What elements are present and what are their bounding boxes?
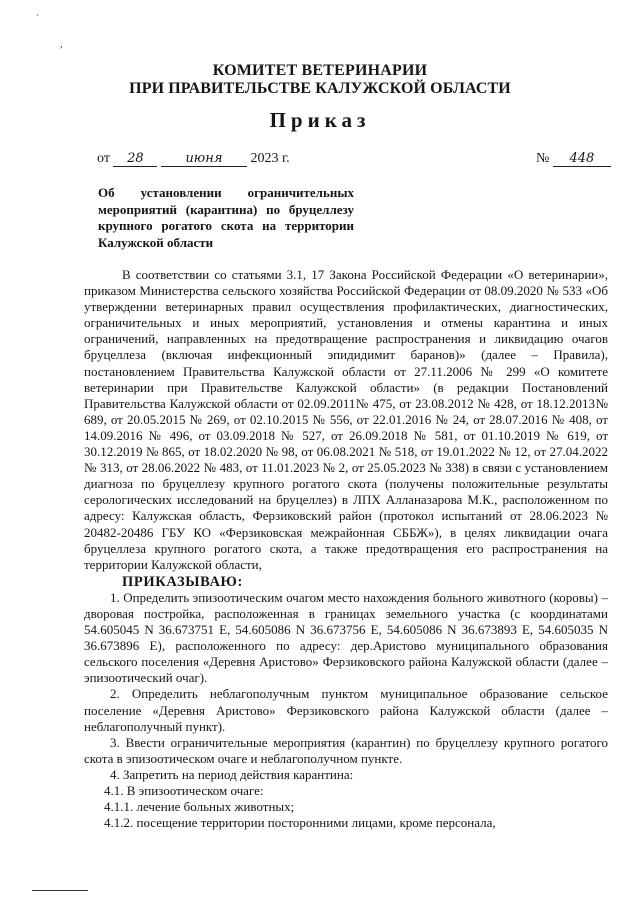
order-subitem: 4.1. В эпизоотическом очаге:	[104, 783, 264, 798]
committee-subtitle: ПРИ ПРАВИТЕЛЬСТВЕ КАЛУЖСКОЙ ОБЛАСТИ	[129, 80, 511, 97]
order-title: Приказ	[269, 108, 371, 132]
order-subitem: 4.1.1. лечение больных животных;	[104, 799, 295, 815]
date-prefix: от	[97, 151, 110, 166]
order-item: 3. Ввести ограничительные мероприятия (карантин) по бруцеллезу крупного рогатого скота в эпизоотическом очаге и неблагополучном пункте.	[84, 734, 608, 766]
date-day: 28	[113, 151, 157, 167]
order-subject: Об установлении ограничительных мероприятий (карантина) по бруцеллезу крупного рогатого скота на территории Калужской области	[98, 185, 354, 250]
prikazyvayu-heading: ПРИКАЗЫВАЮ:	[122, 573, 243, 590]
number-sign: №	[536, 151, 550, 166]
order-date	[97, 151, 290, 167]
scan-mark: `	[36, 14, 40, 25]
order-subitem: 4.1.2. посещение территории посторонними лицами, кроме персонала,	[104, 815, 496, 831]
number-value: 448	[553, 151, 611, 167]
scan-mark: ,	[60, 39, 63, 50]
order-item: 4. Запретить на период действия карантина:	[110, 766, 354, 782]
footnote-divider	[32, 890, 88, 891]
order-body	[84, 267, 608, 831]
committee-title: КОМИТЕТ ВЕТЕРИНАРИИ	[212, 62, 428, 79]
order-item: 1. Определить эпизоотическим очагом место нахождения больного животного (коровы) – дворовая постройка, расположенная в границах земельного участка (с координатами 54.605045 N 36.673751 E, 54.605086 N 36.673756 E, 54.605086 N 36.673893 E, 54.605035 N 36.673896 E), расположенного по адресу: дер.Аристово муниципального образования сельского поселения «Деревня Аристово» Ферзиковского района Калужской области (далее – эпизоотический очаг).	[84, 589, 608, 686]
date-year: 2023 г.	[250, 151, 290, 166]
date-month: июня	[161, 151, 247, 167]
preamble-paragraph: В соответствии со статьями 3.1, 17 Закона Российской Федерации «О ветеринарии», приказом Министерства сельского хозяйства Российской Федерации от 08.09.2020 № 533 «Об утверждении ветеринарных правил осуществления профилактических, диагностических, ограничительных и иных мероприятий, установления и отмены карантина и иных ограничений, направленных на предотвращение распространения и ликвидацию очагов бруцеллеза (включая инфекционный эпидидимит баранов)» (далее – Правила), постановлением Правительства Калужской области от 27.11.2006 № 299 «О комитете ветеринарии при Правительстве Калужской области» (в редакции Постановлений Правительства Калужской области от 02.09.2011№ 475, от 23.08.2012 № 428, от 18.12.2013№ 689, от 20.05.2015 № 269, от 02.10.2015 № 556, от 22.01.2016 № 24, от 28.07.2016 № 408, от 14.09.2016 № 496, от 03.09.2018 № 527, от 26.09.2018 № 581, от 01.10.2019 № 619, от 30.12.2019 № 865, от 18.02.2020 № 98, от 06.08.2021 № 518, от 19.01.2022 № 12, от 27.04.2022 № 313, от 28.06.2022 № 483, от 11.01.2023 № 2, от 25.05.2023 № 338) в связи с установлением диагноза по бруцеллезу крупного рогатого скота (получены положительные результаты серологических исследований на бруцеллез) в ЛПХ Алланазарова М.К., расположенном по адресу: Калужская область, Ферзиковский район (протокол испытаний от 28.06.2023 № 20482-20486 ГБУ КО «Ферзиковская межрайонная СББЖ»), в целях ликвидации очага бруцеллеза крупного рогатого скота, а также предотвращения его распространения на территории Калужской области,	[84, 267, 608, 572]
order-item: 2. Определить неблагополучным пунктом муниципальное образование сельское поселение «Деревня Аристово» Ферзиковского района Калужской области (далее – неблагополучный пункт).	[84, 686, 608, 734]
order-number	[536, 151, 611, 167]
